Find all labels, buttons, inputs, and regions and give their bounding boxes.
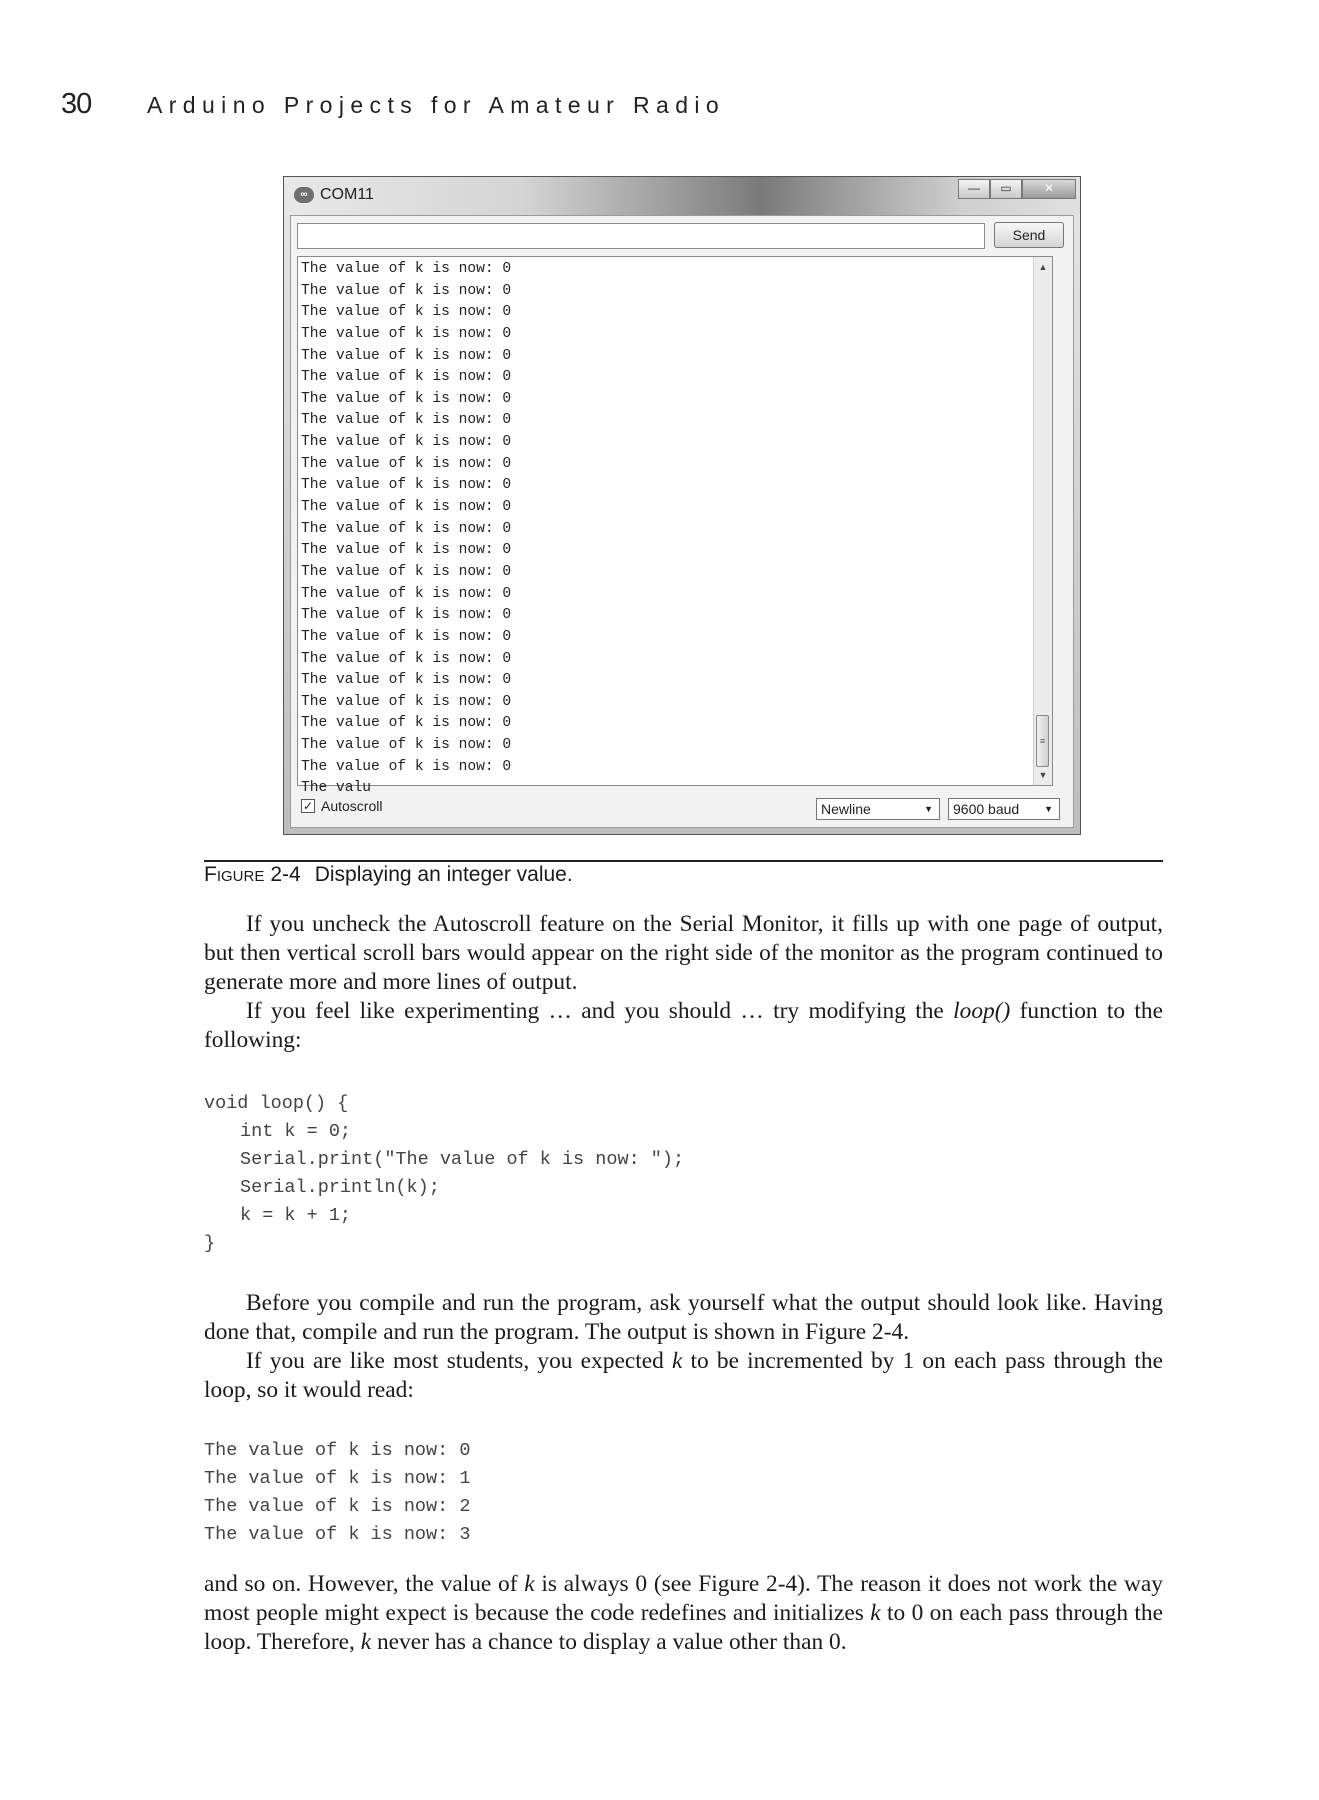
- text-run: is always 0 (see Figure 2-4). The reason it does not work the way most people might expect is because the code redefines and initializes: [204, 1571, 1163, 1626]
- expected-output-line: The value of k is now: 1: [204, 1468, 471, 1489]
- code-line: void loop() {: [204, 1093, 349, 1114]
- output-line: The valu: [301, 780, 372, 797]
- send-button[interactable]: Send: [994, 222, 1064, 248]
- close-icon[interactable]: ✕: [1022, 179, 1076, 199]
- output-line: The value of k is now: 0: [301, 672, 512, 689]
- function-name: loop(): [953, 998, 1011, 1024]
- caption-rule: [204, 860, 1163, 862]
- output-line: The value of k is now: 0: [301, 282, 512, 299]
- output-line: The value of k is now: 0: [301, 499, 512, 516]
- scroll-down-icon[interactable]: ▼: [1038, 770, 1048, 780]
- paragraph: If you uncheck the Autoscroll feature on the Serial Monitor, it fills up with one page of output, but then vertical scroll bars would appear on the right side of the monitor as the program continued to generate more and more lines of output.: [204, 911, 1163, 995]
- output-line: The value of k is now: 0: [301, 261, 512, 277]
- output-line: The value of k is now: 0: [301, 412, 512, 429]
- output-line: The value of k is now: 0: [301, 737, 512, 754]
- autoscroll-toggle[interactable]: [301, 798, 382, 814]
- output-line: The value of k is now: 0: [301, 477, 512, 494]
- arduino-logo-icon: ∞: [294, 187, 314, 203]
- expected-output-line: The value of k is now: 2: [204, 1496, 471, 1517]
- text-run: to be incremented by 1 on each pass through the loop, so it would read:: [204, 1348, 1163, 1403]
- window-title: COM11: [320, 186, 374, 203]
- line-ending-select[interactable]: [816, 798, 940, 820]
- scroll-thumb[interactable]: ≡: [1036, 715, 1049, 767]
- output-line: The value of k is now: 0: [301, 693, 512, 710]
- output-line: The value of k is now: 0: [301, 369, 512, 386]
- figure-number: 2-4: [270, 863, 301, 886]
- figure-caption-text: Displaying an integer value.: [314, 863, 573, 886]
- serial-monitor-window: [283, 176, 1081, 835]
- paragraph: Before you compile and run the program, ask yourself what the output should look like. Having done that, compile and run the program. The output is shown in Figure 2-4.: [204, 1290, 1163, 1345]
- expected-output-block: [204, 1437, 470, 1549]
- text-run: and so on. However, the value of: [204, 1571, 525, 1597]
- output-line: The value of k is now: 0: [301, 563, 512, 580]
- output-line: The value of k is now: 0: [301, 607, 512, 624]
- code-line: k = k + 1;: [240, 1205, 352, 1226]
- baud-rate-value: 9600 baud: [953, 801, 1020, 817]
- code-line: Serial.print("The value of k is now: ");: [240, 1149, 685, 1170]
- serial-output[interactable]: [297, 256, 1053, 797]
- code-line: int k = 0;: [240, 1121, 352, 1142]
- text-run: function to the following:: [204, 998, 1164, 1053]
- text-run: to 0 on each pass through the loop. Therefore,: [204, 1600, 1163, 1655]
- autoscroll-checkbox[interactable]: ✓: [302, 799, 314, 813]
- paragraph: [204, 997, 1163, 1055]
- output-line: The value of k is now: 0: [301, 455, 512, 472]
- window-controls: [958, 179, 1076, 199]
- scroll-up-icon[interactable]: ▲: [1038, 262, 1048, 272]
- output-line: The value of k is now: 0: [301, 325, 512, 342]
- code-line: Serial.println(k);: [240, 1177, 440, 1198]
- title-bar[interactable]: [284, 177, 1080, 215]
- send-input[interactable]: [297, 223, 985, 249]
- code-block: [204, 1090, 684, 1258]
- chevron-down-icon: ▼: [924, 804, 933, 814]
- output-line: The value of k is now: 0: [301, 390, 512, 407]
- output-line: The value of k is now: 0: [301, 520, 512, 537]
- output-line: The value of k is now: 0: [301, 304, 512, 321]
- paragraph: [204, 1570, 1163, 1657]
- text-run: If you feel like experimenting … and you should … try modifying the: [246, 998, 954, 1024]
- output-lines: [301, 259, 1032, 800]
- output-line: The value of k is now: 0: [301, 542, 512, 559]
- text-run: never has a chance to display a value other than 0.: [371, 1629, 847, 1655]
- variable-name: k: [671, 1348, 683, 1374]
- autoscroll-label: Autoscroll: [321, 798, 383, 814]
- paragraph: [204, 1347, 1163, 1405]
- book-title: Arduino Projects for Amateur Radio: [147, 92, 726, 118]
- variable-name: k: [524, 1571, 535, 1597]
- text-run: If you are like most students, you expected: [246, 1348, 672, 1374]
- output-line: The value of k is now: 0: [301, 715, 512, 732]
- output-line: The value of k is now: 0: [301, 628, 512, 645]
- expected-output-line: The value of k is now: 0: [204, 1440, 471, 1461]
- figure-label: Figure: [204, 863, 265, 886]
- maximize-icon[interactable]: ▭: [990, 179, 1022, 199]
- variable-name: k: [870, 1600, 881, 1626]
- output-line: The value of k is now: 0: [301, 434, 512, 451]
- variable-name: k: [360, 1629, 372, 1655]
- send-row: [291, 216, 1073, 256]
- page-number: 30: [61, 88, 92, 120]
- code-line: }: [204, 1233, 216, 1254]
- output-line: The value of k is now: 0: [301, 650, 512, 667]
- expected-output-line: The value of k is now: 3: [204, 1524, 471, 1545]
- minimize-icon[interactable]: —: [958, 179, 990, 199]
- baud-rate-select[interactable]: [948, 798, 1060, 820]
- line-ending-value: Newline: [821, 801, 871, 817]
- output-line: The value of k is now: 0: [301, 347, 512, 364]
- output-line: The value of k is now: 0: [301, 758, 512, 775]
- monitor-client-area: [290, 215, 1074, 828]
- status-row: [291, 791, 1073, 827]
- vertical-scrollbar[interactable]: [1033, 257, 1052, 785]
- chevron-down-icon: ▼: [1044, 804, 1053, 814]
- output-line: The value of k is now: 0: [301, 585, 512, 602]
- figure-caption: [204, 863, 573, 887]
